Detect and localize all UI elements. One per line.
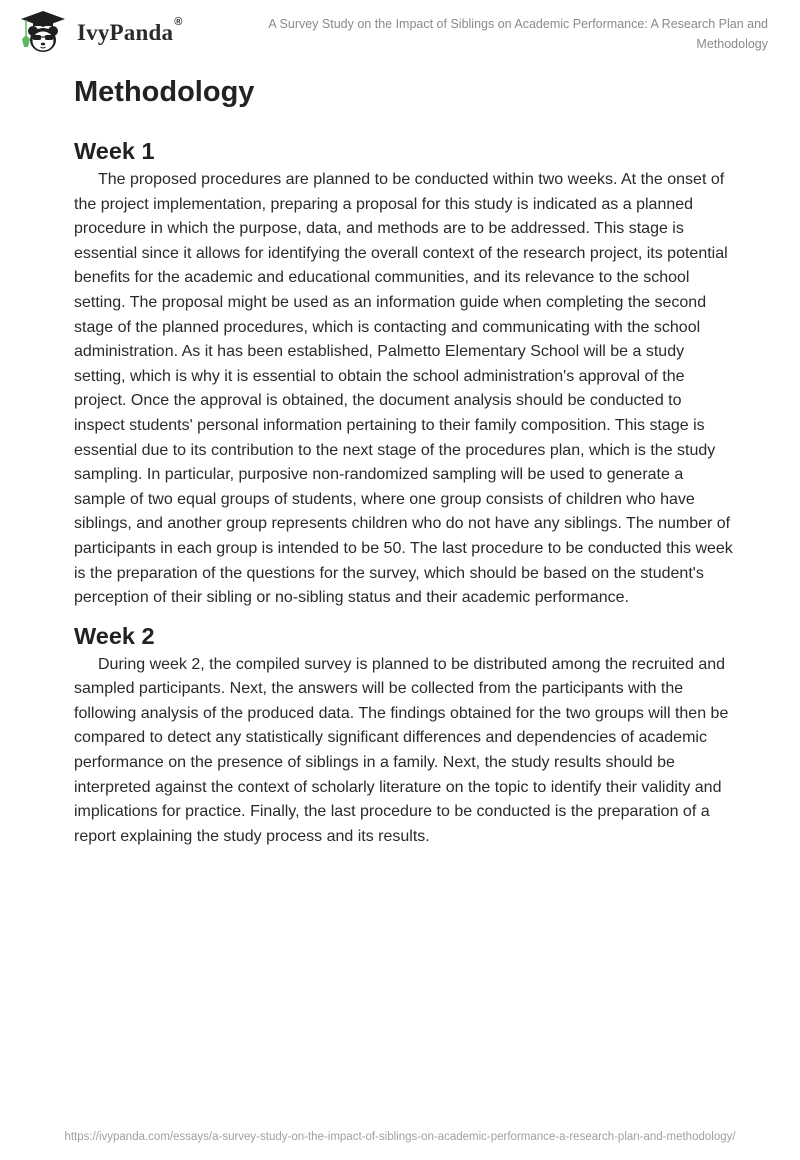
document-title: A Survey Study on the Impact of Siblings on Academic Performance: A Research Plan and Methodology — [268, 17, 768, 51]
page-title: Methodology — [74, 76, 255, 108]
page-header — [0, 0, 800, 60]
section-week-2 — [74, 619, 734, 850]
section-paragraph-week-1: The proposed procedures are planned to be conducted within two weeks. At the onset of the project implementation, preparing a proposal for this study is indicated as a planned procedure in which the purpose, data, and methods are to be addressed. This stage is essential since it allows for identifying the overall context of the research project, its potential benefits for the academic and educational communities, and its relevance to the school setting. The proposal might be used as an information guide when completing the second stage of the planned procedures, which is contacting and communicating with the school administration. As it has been established, Palmetto Elementary School will be a study setting, which is why it is essential to obtain the school administration's approval of the project. Once the approval is obtained, the document analysis should be conducted to inspect students' personal information pertaining to their family composition. This stage is essential due to its contribution to the next stage of the procedures plan, which is the study sampling. In particular, purposive non-randomized sampling will be used to generate a sample of two equal groups of students, where one group consists of children who have siblings, and another group represents children who do not have any siblings. The number of participants in each group is intended to be 50. The last procedure to be conducted this week is the preparation of the questions for the survey, which should be based on the student's perception of their sibling or no-sibling status and their academic performance. — [74, 171, 733, 607]
section-heading-week-2: Week 2 — [74, 622, 155, 649]
section-paragraph-week-2: During week 2, the compiled survey is planned to be distributed among the recruited and sampled participants. Next, the answers will be collected from the participants with the following analysis of the produced data. The findings obtained for the two groups will then be compared to detect any statistically significant differences and dependencies of academic performance on the presence of siblings in a family. Next, the study results should be interpreted against the context of scholarly literature on the topic to identify their validity and implications for practice. Finally, the last procedure to be conducted is the preparation of a report explaining the study process and its results. — [74, 655, 729, 845]
source-url-link[interactable]: https://ivypanda.com/essays/a-survey-study-on-the-impact-of-siblings-on-academic-performance-a-research-plan-and-methodology/ — [64, 1131, 736, 1143]
panda-graduation-cap-icon — [18, 9, 68, 55]
ivypanda-logo-link[interactable] — [18, 9, 183, 55]
section-heading-week-1: Week 1 — [74, 138, 155, 164]
section-week-1 — [74, 134, 734, 611]
registered-mark: ® — [174, 16, 183, 28]
essay-content — [74, 70, 734, 849]
brand-name: IvyPanda® — [77, 16, 183, 45]
